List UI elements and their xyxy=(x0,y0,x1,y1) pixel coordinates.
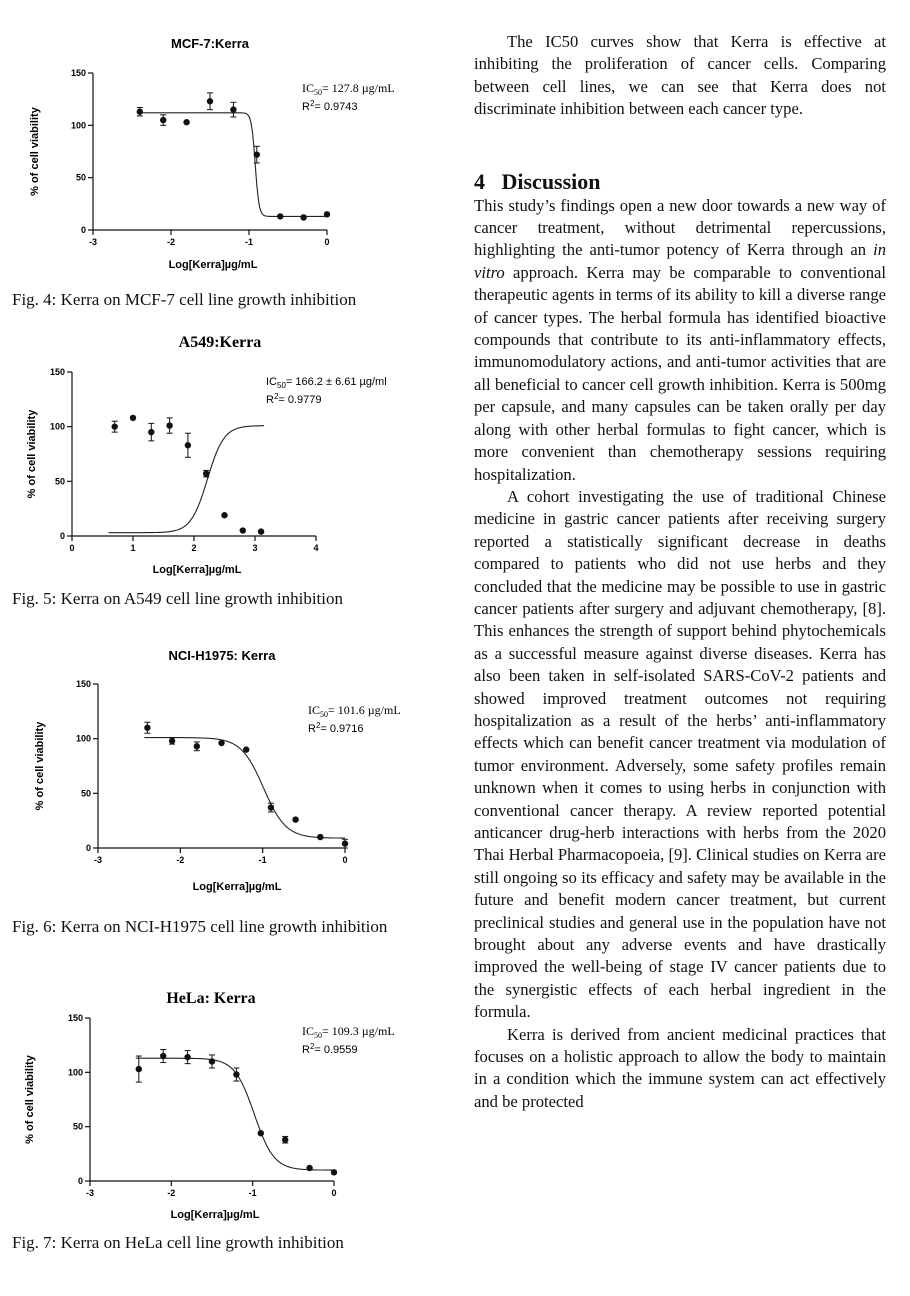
chart-title: HeLa: Kerra xyxy=(166,990,256,1007)
results-paragraph: The IC50 curves show that Kerra is effective at inhibiting the proliferation of cancer cells. Comparing between cell lines, we can see that Kerra does not discriminate inhibition between each cancer type. xyxy=(474,32,886,119)
data-point xyxy=(136,1066,142,1072)
x-tick-label: -3 xyxy=(93,855,103,865)
x-tick-label: 0 xyxy=(324,237,330,247)
data-point xyxy=(160,117,166,123)
data-point xyxy=(258,1130,264,1136)
data-point xyxy=(137,109,143,115)
ic50-annotation: $IC_{50}= 127.8$ µg/mL xyxy=(302,81,395,97)
ic50-annotation: $IC_{50}= 101.6$ µg/mL xyxy=(308,703,401,719)
chart-hela xyxy=(0,982,440,1222)
data-point xyxy=(331,1169,337,1175)
data-point xyxy=(233,1071,239,1077)
chart-nci-h1975 xyxy=(0,640,440,900)
y-axis-label: % of cell viability xyxy=(26,409,38,499)
data-point xyxy=(207,98,213,104)
ic50-annotation: $IC_{50}= 109.3$ µg/mL xyxy=(302,1024,395,1040)
data-point xyxy=(292,816,298,822)
x-tick-label: -1 xyxy=(258,855,267,865)
y-tick-label: 150 xyxy=(75,679,91,689)
figure-5 xyxy=(0,328,440,580)
data-point xyxy=(230,106,236,112)
data-point xyxy=(112,423,118,429)
data-point xyxy=(218,740,224,746)
x-axis-label: Log[Kerra]µg/mL xyxy=(152,564,242,576)
caption-fig7: Fig. 7: Kerra on HeLa cell line growth inhibition xyxy=(12,1233,344,1252)
data-point xyxy=(300,214,306,220)
y-tick-label: 50 xyxy=(72,1121,83,1132)
data-point xyxy=(254,151,260,157)
y-axis-label: % of cell viability xyxy=(24,1055,36,1144)
x-tick-label: -1 xyxy=(244,237,254,247)
chart-title: A549:Kerra xyxy=(178,334,262,351)
data-point xyxy=(160,1053,166,1059)
figure-6 xyxy=(0,640,440,900)
p1-text-b: approach. Kerra may be comparable to conventional therapeutic agents in terms of its ability to kill a diverse range of cancer types. The herbal formula has identified bioactive compounds that contribute to its anti-inflammatory effects, immunomodulatory actions, and anti-tumor activities that are all beneficial to cancer cell growth inhibition. Kerra is 500mg per capsule, and many capsules can be taken orally per day along with other herbal formulas to fight cancer, which is more convenient than chemotherapy sessions requiring hospitalization. xyxy=(474,262,886,484)
data-point xyxy=(243,746,249,752)
x-tick-label: 1 xyxy=(130,543,136,553)
x-axis-label: Log[Kerra]µg/mL xyxy=(168,259,258,271)
data-point xyxy=(144,725,150,731)
fit-curve xyxy=(144,738,345,839)
x-tick-label: 0 xyxy=(342,855,348,865)
x-tick-label: -2 xyxy=(167,1188,176,1198)
discussion-paragraph-1 xyxy=(474,195,886,486)
data-point xyxy=(148,429,154,435)
section-number: 4 xyxy=(474,168,485,194)
x-tick-label: 3 xyxy=(252,543,258,553)
caption-fig4: Fig. 4: Kerra on MCF-7 cell line growth inhibition xyxy=(12,290,357,309)
data-point xyxy=(342,840,348,846)
r2-annotation: $R^2= 0.9716$ xyxy=(308,721,364,735)
y-tick-label: 50 xyxy=(80,788,91,799)
y-tick-label: 100 xyxy=(70,120,86,131)
figure-4 xyxy=(0,30,440,280)
data-point xyxy=(282,1137,288,1143)
data-point xyxy=(317,834,323,840)
y-tick-label: 100 xyxy=(49,421,65,432)
y-tick-label: 100 xyxy=(67,1067,83,1078)
data-point xyxy=(209,1058,215,1064)
section-title: Discussion xyxy=(501,168,601,194)
y-tick-label: 50 xyxy=(75,172,86,183)
chart-title: NCI-H1975: Kerra xyxy=(168,648,276,663)
data-point xyxy=(203,470,209,476)
ic50-annotation: $IC_{50}= 166.2 \pm 6.61$ µg/ml xyxy=(266,376,387,390)
y-tick-label: 50 xyxy=(54,476,65,487)
section-heading xyxy=(474,169,886,195)
x-tick-label: 0 xyxy=(69,543,75,553)
data-point xyxy=(240,527,246,533)
caption-fig6: Fig. 6: Kerra on NCI-H1975 cell line growth inhibition xyxy=(12,917,388,936)
x-tick-label: 0 xyxy=(331,1188,337,1198)
discussion-paragraph-2: A cohort investigating the use of traditional Chinese medicine in gastric cancer patients after receiving surgery reported a statistically significant decrease in deaths compared to patients who did not use herbs and they concluded that the medicine may be possible to use in gastric cancer patients after surgery and adjuvant chemotherapy, [8]. This enhances the strength of support behind phytochemicals as a successful measure against diverse diseases. Kerra has also been taken in self-isolated SARS-CoV-2 patients and showed improved treatment outcomes not requiring hospitalization as a result of the herbs’ anti-inflammatory effects which can benefit cancer treatment via modulation of tumor environment. Adversely, some safety profiles remain unknown when it comes to using herbs in conjunction with conventional cancer therapy. A review reported potential anticancer drug-herb interactions with herbs from the 2020 Thai Herbal Pharmacopoeia, [9]. Clinical studies on Kerra are still ongoing so its efficacy and safety may be available in the future and benefit modern cancer treatment, but current preclinical studies and general use in the population have not brought about any adverse events and have drastically improved the well-being of stage IV cancer patients due to the synergistic effects of each herbal ingredient in the formula. xyxy=(474,486,886,1022)
chart-title: MCF-7:Kerra xyxy=(170,36,250,51)
y-tick-label: 0 xyxy=(85,843,91,853)
data-point xyxy=(221,512,227,518)
y-axis-label: % of cell viability xyxy=(29,107,41,196)
data-point xyxy=(268,804,274,810)
y-tick-label: 150 xyxy=(70,68,86,78)
caption-fig5: Fig. 5: Kerra on A549 cell line growth inhibition xyxy=(12,589,343,608)
chart-a549 xyxy=(0,328,440,580)
x-tick-label: 4 xyxy=(313,543,319,553)
y-tick-label: 150 xyxy=(49,367,65,377)
figure-7 xyxy=(0,982,440,1222)
data-point xyxy=(130,415,136,421)
p1-text-a: This study’s findings open a new door towards a new way of cancer treatment, without detrimental repercussions, highlighting the anti-tumor potency of Kerra through an xyxy=(474,195,886,260)
r2-annotation: $R^2= 0.9743$ xyxy=(302,99,358,113)
x-tick-label: -3 xyxy=(88,237,98,247)
chart-mcf7 xyxy=(0,30,440,280)
discussion-paragraph-3: Kerra is derived from ancient medicinal practices that focuses on a holistic approach to allow the body to maintain in a condition which the immune system can act effectively and be protected xyxy=(474,1024,886,1111)
r2-annotation: $R^2= 0.9779$ xyxy=(266,392,322,406)
data-point xyxy=(185,442,191,448)
y-tick-label: 0 xyxy=(59,531,65,541)
y-tick-label: 0 xyxy=(77,1176,83,1186)
right-column xyxy=(474,31,886,1113)
x-tick-label: 2 xyxy=(191,543,197,553)
fit-curve xyxy=(109,426,265,533)
data-point xyxy=(258,528,264,534)
data-point xyxy=(194,743,200,749)
data-point xyxy=(169,738,175,744)
data-point xyxy=(184,1054,190,1060)
x-tick-label: -1 xyxy=(248,1188,257,1198)
x-axis-label: Log[Kerra]µg/mL xyxy=(192,881,282,893)
x-tick-label: -2 xyxy=(166,237,176,247)
x-tick-label: -2 xyxy=(176,855,185,865)
r2-annotation: $R^2= 0.9559$ xyxy=(302,1042,358,1056)
y-tick-label: 100 xyxy=(75,733,91,744)
p1-italic: in vitro xyxy=(474,240,886,282)
x-tick-label: -3 xyxy=(85,1188,95,1198)
data-point xyxy=(324,211,330,217)
fit-curve xyxy=(137,113,327,217)
y-axis-label: % of cell viability xyxy=(34,721,46,811)
y-tick-label: 0 xyxy=(80,225,86,235)
data-point xyxy=(183,119,189,125)
data-point xyxy=(306,1165,312,1171)
data-point xyxy=(166,422,172,428)
x-axis-label: Log[Kerra]µg/mL xyxy=(170,1209,260,1221)
data-point xyxy=(277,213,283,219)
y-tick-label: 150 xyxy=(67,1013,83,1023)
